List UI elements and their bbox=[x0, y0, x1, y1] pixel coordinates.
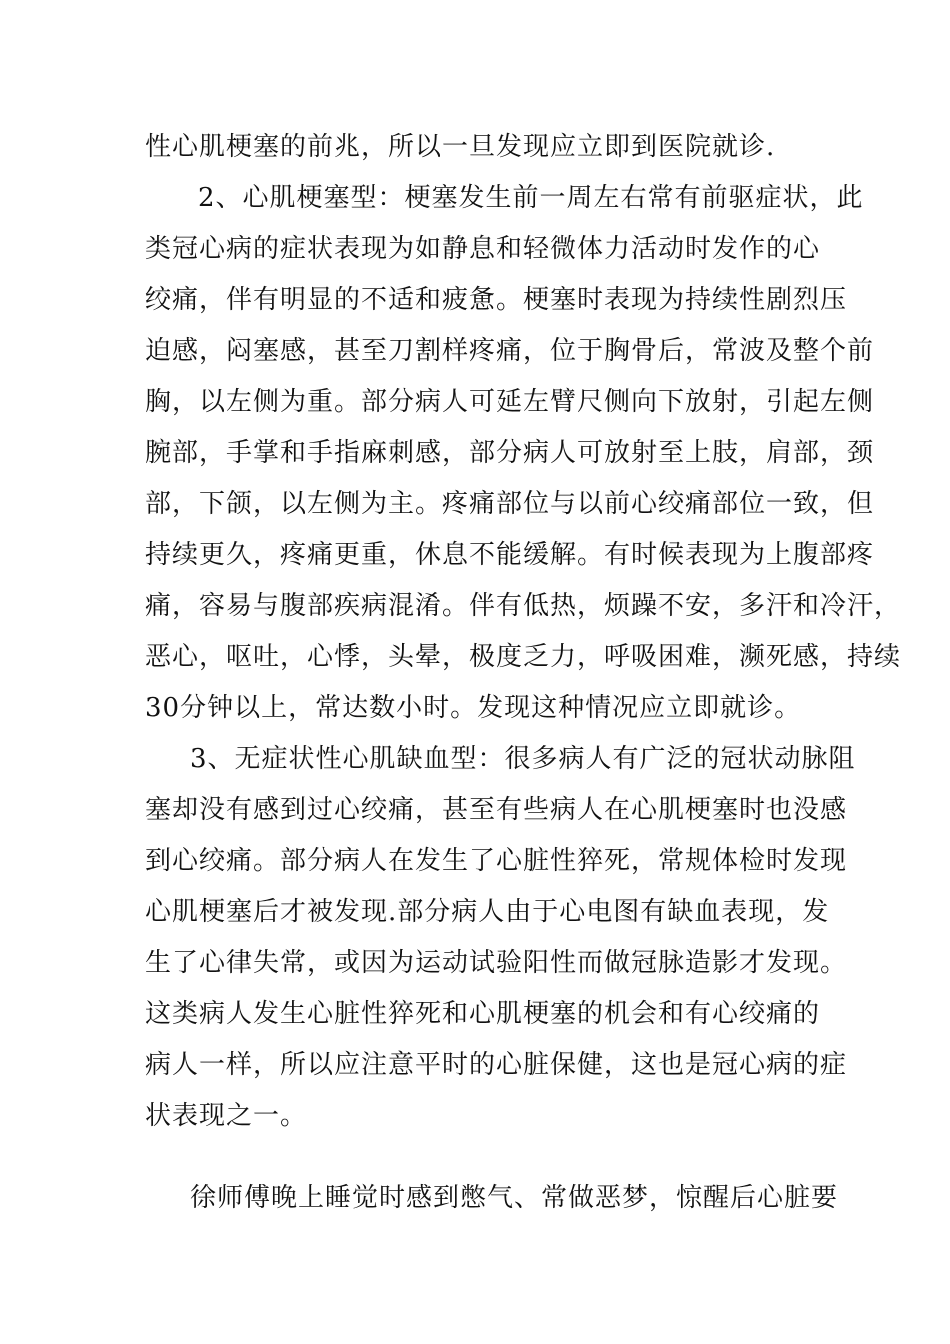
text-line-21: 徐师傅晚上睡觉时感到憋气、常做恶梦，惊醒后心脏要 bbox=[190, 1183, 839, 1213]
text-line-14: 塞却没有感到过心绞痛，甚至有些病人在心肌梗塞时也没感 bbox=[145, 795, 848, 825]
text-line-3: 类冠心病的症状表现为如静息和轻微体力活动时发作的心 bbox=[145, 234, 821, 264]
text-line-5: 迫感，闷塞感，甚至刀割样疼痛，位于胸骨后，常波及整个前 bbox=[145, 336, 875, 366]
text-line-15: 到心绞痛。部分病人在发生了心脏性猝死，常规体检时发现 bbox=[145, 846, 848, 876]
text-line-8: 部，下颌，以左侧为主。疼痛部位与以前心绞痛部位一致，但 bbox=[145, 489, 875, 519]
text-line-19: 病人一样，所以应注意平时的心脏保健，这也是冠心病的症 bbox=[145, 1050, 848, 1080]
text-line-13: 3、无症状性心肌缺血型：很多病人有广泛的冠状动脉阻 bbox=[190, 744, 856, 774]
text-line-7: 腕部，手掌和手指麻刺感，部分病人可放射至上肢，肩部，颈 bbox=[145, 438, 875, 468]
text-line-4: 绞痛，伴有明显的不适和疲惫。梗塞时表现为持续性剧烈压 bbox=[145, 285, 848, 315]
text-line-10: 痛，容易与腹部疾病混淆。伴有低热，烦躁不安，多汗和冷汗， bbox=[145, 591, 902, 621]
text-line-18: 这类病人发生心脏性猝死和心肌梗塞的机会和有心绞痛的 bbox=[145, 999, 821, 1029]
text-line-20: 状表现之一。 bbox=[145, 1101, 308, 1131]
text-line-12: 30分钟以上，常达数小时。发现这种情况应立即就诊。 bbox=[145, 693, 802, 723]
text-line-9: 持续更久，疼痛更重，休息不能缓解。有时候表现为上腹部疼 bbox=[145, 540, 875, 570]
text-line-2: 2、心肌梗塞型：梗塞发生前一周左右常有前驱症状，此 bbox=[198, 183, 864, 213]
text-line-16: 心肌梗塞后才被发现.部分病人由于心电图有缺血表现，发 bbox=[145, 897, 830, 927]
text-line-1: 性心肌梗塞的前兆，所以一旦发现应立即到医院就诊. bbox=[145, 132, 776, 162]
text-line-17: 生了心律失常，或因为运动试验阳性而做冠脉造影才发现。 bbox=[145, 948, 848, 978]
text-line-11: 恶心，呕吐，心悸，头晕，极度乏力，呼吸困难，濒死感，持续 bbox=[145, 642, 902, 672]
text-line-6: 胸，以左侧为重。部分病人可延左臂尺侧向下放射，引起左侧 bbox=[145, 387, 875, 417]
